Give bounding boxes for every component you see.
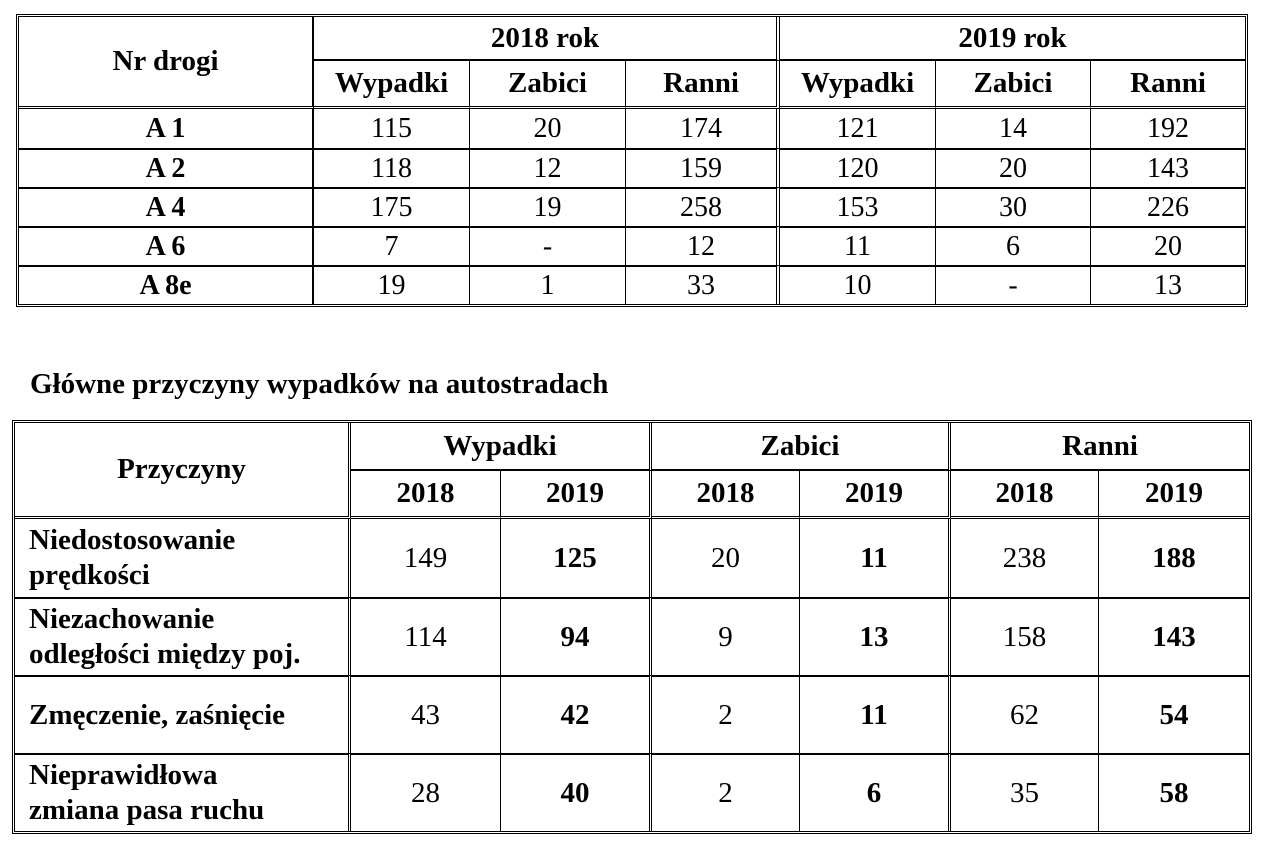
cell-value: 40 xyxy=(501,753,652,831)
cell-value: 143 xyxy=(1099,597,1249,675)
cause-label xyxy=(15,597,351,675)
cell-value: 125 xyxy=(501,519,652,597)
cell-value: 153 xyxy=(780,187,936,226)
cell-value: 120 xyxy=(780,148,936,187)
cell-value: 35 xyxy=(951,753,1099,831)
table-row xyxy=(15,519,1249,597)
cell-value: 20 xyxy=(936,148,1091,187)
table-row xyxy=(15,597,1249,675)
cell-value: 20 xyxy=(470,109,626,148)
cell-value: 43 xyxy=(351,675,501,753)
road-label: A 1 xyxy=(19,109,314,148)
cell-value: 238 xyxy=(951,519,1099,597)
year-header: 2019 xyxy=(1099,471,1249,519)
subheader-accidents-2019: Wypadki xyxy=(780,61,936,109)
cause-line: Niezachowanie xyxy=(29,603,215,636)
cell-value: 192 xyxy=(1147,112,1190,144)
cell-value: 11 xyxy=(780,226,936,265)
cell-value: 1 xyxy=(470,265,626,304)
cell-value: 11 xyxy=(800,675,951,753)
road-label: A 2 xyxy=(19,148,314,187)
road-accidents-table xyxy=(16,14,1248,307)
cell-value: 188 xyxy=(1152,541,1196,574)
year-2018-header: 2018 rok xyxy=(314,17,780,61)
cause-label xyxy=(15,753,351,831)
table2-group-header-row xyxy=(15,423,1249,471)
cell-value: 13 xyxy=(800,597,951,675)
road-label: A 6 xyxy=(19,226,314,265)
cell-value: 175 xyxy=(314,187,470,226)
cell-value: 2 xyxy=(652,753,800,831)
cell-value: 58 xyxy=(1099,753,1249,831)
group-injured-header: Ranni xyxy=(951,423,1249,471)
year-header: 2019 xyxy=(501,471,652,519)
year-header: 2019 xyxy=(800,471,951,519)
cell-value: 33 xyxy=(626,265,780,304)
subheader-injured-2018: Ranni xyxy=(626,61,780,109)
cause-line: Niedostosowanie xyxy=(29,524,236,557)
cause-line: zmiana pasa ruchu xyxy=(29,794,265,826)
road-number-header: Nr drogi xyxy=(19,17,314,109)
cell-value: 158 xyxy=(951,597,1099,675)
cell-value: - xyxy=(936,265,1091,304)
cell-value: 28 xyxy=(351,753,501,831)
subheader-injured-2019: Ranni xyxy=(1091,61,1245,109)
cell-value: 20 xyxy=(652,519,800,597)
subheader-killed-2019: Zabici xyxy=(936,61,1091,109)
cell-value: 2 xyxy=(652,675,800,753)
table-row xyxy=(19,226,1245,265)
cell-value: 54 xyxy=(1099,675,1249,753)
table-row xyxy=(19,148,1245,187)
cause-line: odległości między poj. xyxy=(29,638,301,670)
year-2019-header: 2019 rok xyxy=(780,17,1245,61)
cell-value: 62 xyxy=(951,675,1099,753)
cell-value: 14 xyxy=(936,109,1091,148)
cell-value: 226 xyxy=(1091,187,1245,226)
cell-value: 118 xyxy=(314,148,470,187)
cell-value: 20 xyxy=(1091,226,1245,265)
section-caption: Główne przyczyny wypadków na autostradach xyxy=(30,368,609,400)
cell-value: 42 xyxy=(501,675,652,753)
cell-value: 159 xyxy=(626,148,780,187)
table-row xyxy=(15,753,1249,831)
cause-line: prędkości xyxy=(29,559,150,591)
subheader-killed-2018: Zabici xyxy=(470,61,626,109)
table-row xyxy=(19,109,1245,148)
year-header: 2018 xyxy=(652,471,800,519)
subheader-accidents-2018: Wypadki xyxy=(314,61,470,109)
cell-value: 6 xyxy=(936,226,1091,265)
cause-line: Nieprawidłowa xyxy=(29,759,218,792)
causes-header: Przyczyny xyxy=(15,423,351,519)
table-row xyxy=(19,187,1245,226)
cell-value: 121 xyxy=(780,109,936,148)
cell-value: 11 xyxy=(800,519,951,597)
table-row xyxy=(15,675,1249,753)
cell-value: - xyxy=(470,226,626,265)
cell-value: 30 xyxy=(936,187,1091,226)
group-killed-header: Zabici xyxy=(652,423,951,471)
cell-value: 143 xyxy=(1091,148,1245,187)
cause-label: Zmęczenie, zaśnięcie xyxy=(15,675,351,753)
road-label: A 4 xyxy=(19,187,314,226)
year-header: 2018 xyxy=(951,471,1099,519)
cell-value: 258 xyxy=(626,187,780,226)
cell-value: 10 xyxy=(780,265,936,304)
cell-value: 19 xyxy=(314,265,470,304)
table-row xyxy=(19,265,1245,304)
road-label: A 8e xyxy=(19,265,314,304)
cell-value: 13 xyxy=(1091,265,1245,304)
cell-value: 12 xyxy=(626,226,780,265)
cell-value: 149 xyxy=(351,519,501,597)
table1-year-header-row xyxy=(19,17,1245,61)
accident-causes-table xyxy=(12,420,1252,834)
cell-value: 6 xyxy=(800,753,951,831)
cell-value: 7 xyxy=(314,226,470,265)
cell-value: 114 xyxy=(351,597,501,675)
cell-value: 174 xyxy=(626,109,780,148)
cause-label xyxy=(15,519,351,597)
cell-value: 115 xyxy=(314,109,470,148)
cell-value: 19 xyxy=(470,187,626,226)
year-header: 2018 xyxy=(351,471,501,519)
cell-value: 9 xyxy=(652,597,800,675)
cell-value: 12 xyxy=(470,148,626,187)
group-accidents-header: Wypadki xyxy=(351,423,652,471)
cell-value: 94 xyxy=(501,597,652,675)
